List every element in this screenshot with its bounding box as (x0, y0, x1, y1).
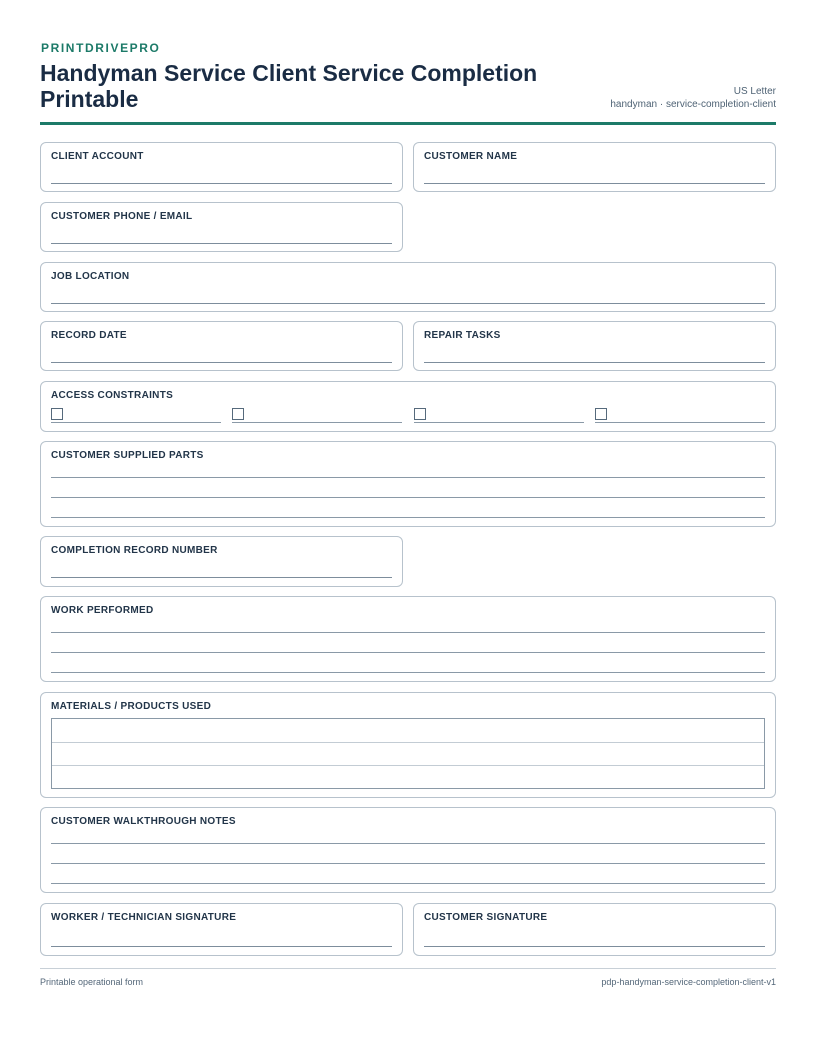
customer-contact-label: CUSTOMER PHONE / EMAIL (51, 211, 193, 222)
checkbox[interactable] (595, 408, 607, 420)
writing-line[interactable] (51, 497, 765, 498)
access-option-2[interactable] (232, 408, 402, 423)
client-account-label: CLIENT ACCOUNT (51, 151, 144, 162)
customer-signature-input[interactable] (424, 946, 765, 947)
worker-signature-field (40, 903, 403, 956)
access-option-4[interactable] (595, 408, 765, 423)
brand-name: PRINTDRIVEPRO (41, 41, 161, 55)
completion-record-number-field (40, 536, 403, 587)
table-row-divider (52, 742, 764, 743)
form-title: Handyman Service Client Service Completion Printable (40, 60, 538, 112)
client-account-input[interactable] (51, 183, 392, 184)
repair-tasks-input[interactable] (424, 362, 765, 363)
checkbox[interactable] (232, 408, 244, 420)
checkbox[interactable] (51, 408, 63, 420)
walkthrough-notes-label: CUSTOMER WALKTHROUGH NOTES (51, 816, 236, 827)
access-option-3[interactable] (414, 408, 584, 423)
customer-name-input[interactable] (424, 183, 765, 184)
access-constraints-field (40, 381, 776, 432)
writing-line[interactable] (51, 632, 765, 633)
customer-name-label: CUSTOMER NAME (424, 151, 518, 162)
walkthrough-notes-field (40, 807, 776, 893)
completion-record-number-label: COMPLETION RECORD NUMBER (51, 545, 218, 556)
access-constraints-label: ACCESS CONSTRAINTS (51, 390, 174, 401)
materials-used-field (40, 692, 776, 798)
footer-note: Printable operational form (40, 977, 144, 987)
work-performed-label: WORK PERFORMED (51, 605, 154, 616)
paper-size: US Letter (733, 86, 776, 97)
worker-signature-label: WORKER / TECHNICIAN SIGNATURE (51, 912, 237, 923)
category-path: handyman · service-completion-client (610, 99, 776, 110)
customer-signature-label: CUSTOMER SIGNATURE (424, 912, 548, 923)
worker-signature-input[interactable] (51, 946, 392, 947)
table-row-divider (52, 765, 764, 766)
form-meta (610, 85, 776, 111)
access-option-1[interactable] (51, 408, 221, 423)
writing-line[interactable] (51, 672, 765, 673)
customer-contact-input[interactable] (51, 243, 392, 244)
repair-tasks-label: REPAIR TASKS (424, 330, 501, 341)
work-performed-field (40, 596, 776, 682)
record-date-label: RECORD DATE (51, 330, 127, 341)
writing-line[interactable] (51, 883, 765, 884)
job-location-field (40, 262, 776, 312)
customer-supplied-parts-label: CUSTOMER SUPPLIED PARTS (51, 450, 204, 461)
writing-line[interactable] (51, 652, 765, 653)
form-id: pdp-handyman-service-completion-client-v1 (601, 977, 776, 987)
writing-line[interactable] (51, 517, 765, 518)
customer-signature-field (413, 903, 776, 956)
header-rule (40, 122, 776, 125)
writing-line[interactable] (51, 843, 765, 844)
customer-supplied-parts-field (40, 441, 776, 527)
checkbox[interactable] (414, 408, 426, 420)
completion-record-number-input[interactable] (51, 577, 392, 578)
footer-rule (40, 968, 776, 969)
materials-used-label: MATERIALS / PRODUCTS USED (51, 701, 212, 712)
customer-contact-field (40, 202, 403, 252)
job-location-label: JOB LOCATION (51, 271, 130, 282)
client-account-field (40, 142, 403, 192)
writing-line[interactable] (51, 863, 765, 864)
writing-line[interactable] (51, 477, 765, 478)
record-date-field (40, 321, 403, 371)
materials-table[interactable] (51, 718, 765, 789)
customer-name-field (413, 142, 776, 192)
repair-tasks-field (413, 321, 776, 371)
record-date-input[interactable] (51, 362, 392, 363)
job-location-input[interactable] (51, 303, 765, 304)
